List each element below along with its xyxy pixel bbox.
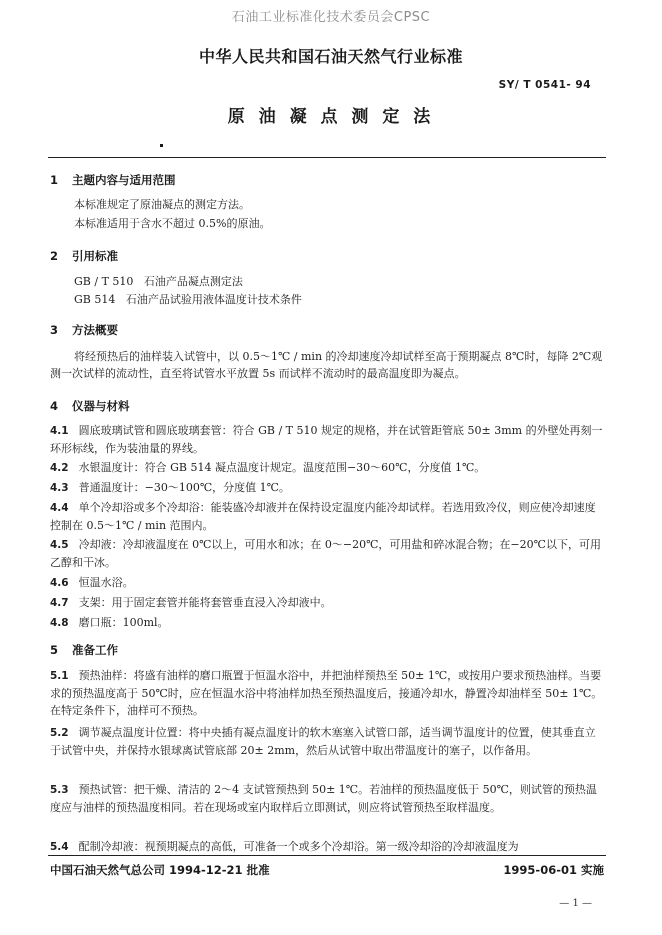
clause-number: 5.1 <box>50 670 69 682</box>
clause-text: 配制冷却液：视预期凝点的高低，可准备一个或多个冷却浴。第一级冷却浴的冷却液温度为 <box>78 840 519 853</box>
section-2-number: 2 <box>50 249 59 263</box>
clause-number: 5.3 <box>50 784 69 796</box>
section-2-heading <box>50 248 118 264</box>
clause-text: 冷却液：冷却液温度在 0℃以上，可用水和冰；在 0～−20℃，可用盐和碎冰混合物；在−20℃以下，可用乙醇和干冰。 <box>50 538 601 569</box>
clause-text: 调节凝点温度计位置：将中央插有凝点温度计的软木塞塞入试管口部，适当调节温度计的位置，使其垂直立于试管中央，并保持水银球离试管底部 20± 2mm，然后从试管中取出带温度计的塞子，以作备用。 <box>50 726 596 757</box>
clause-4-7 <box>50 594 606 612</box>
section-1-heading <box>50 172 176 188</box>
clause-4-1 <box>50 422 606 457</box>
clause-number: 5.2 <box>50 727 69 739</box>
section-2-title: 引用标准 <box>72 249 119 263</box>
clause-4-5 <box>50 536 606 571</box>
section-4-title: 仪器与材料 <box>72 399 130 413</box>
clause-4-8 <box>50 614 606 632</box>
header-divider <box>48 157 606 158</box>
industry-standard-heading: 中华人民共和国石油天然气行业标准 <box>198 47 463 66</box>
section-4-number: 4 <box>50 399 59 413</box>
clause-4-6 <box>50 574 606 592</box>
clause-4-2 <box>50 459 606 477</box>
section-1-title: 主题内容与适用范围 <box>72 173 176 187</box>
clause-text: 磨口瓶：100ml。 <box>78 616 169 629</box>
footer-divider <box>48 855 606 856</box>
clause-number: 4.5 <box>50 539 69 551</box>
section-1-number: 1 <box>50 173 59 187</box>
section-5-heading <box>50 642 118 658</box>
page-number: — 1 — <box>559 898 592 909</box>
clause-4-4 <box>50 499 606 534</box>
clause-4-3 <box>50 479 606 497</box>
section-3-heading <box>50 322 118 338</box>
clause-number: 4.4 <box>50 502 69 514</box>
clause-text: 普通温度计：−30～100℃，分度值 1℃。 <box>78 481 290 494</box>
section-4-heading <box>50 398 130 414</box>
clause-text: 单个冷却浴或多个冷却浴：能装盛冷却液并在保持设定温度内能冷却试样。若选用致冷仪，则应使冷却速度控制在 0.5～1℃ / min 范围内。 <box>50 501 596 532</box>
section-3-title: 方法概要 <box>72 323 119 337</box>
section-1-paragraph-2: 本标准适用于含水不超过 0.5%的原油。 <box>74 217 271 230</box>
implementation-date: 1995-06-01 实施 <box>503 863 604 877</box>
clause-number: 4.7 <box>50 597 69 609</box>
clause-number: 4.3 <box>50 482 69 494</box>
clause-text: 恒温水浴。 <box>78 576 134 589</box>
clause-text: 水银温度计：符合 GB 514 凝点温度计规定。温度范围−30～60℃，分度值 1℃。 <box>78 461 486 474</box>
section-3-paragraph: 将经预热后的油样装入试管中，以 0.5～1℃ / min 的冷却速度冷却试样至高于预期凝点 8℃时，每降 2℃观测一次试样的流动性，直至将试管水平放置 5s 而试样不流动时的最高温度即为凝点。 <box>50 350 603 380</box>
reference-gb-514: GB 514 石油产品试验用液体温度计技术条件 <box>74 293 302 306</box>
clause-5-2 <box>50 724 606 759</box>
approval-line: 中国石油天然气总公司 1994-12-21 批准 <box>50 863 270 877</box>
standard-number: SY/ T 0541- 94 <box>498 79 591 91</box>
clause-number: 4.2 <box>50 462 69 474</box>
section-5-number: 5 <box>50 643 59 657</box>
section-1-paragraph-1: 本标准规定了原油凝点的测定方法。 <box>74 198 250 211</box>
reference-gb-t-510: GB / T 510 石油产品凝点测定法 <box>74 275 243 288</box>
clause-number: 5.4 <box>50 841 69 853</box>
clause-text: 预热油样：将盛有油样的磨口瓶置于恒温水浴中，并把油样预热至 50± 1℃，或按用户要求预热油样。当要求的预热温度高于 50℃时，应在恒温水浴中将油样加热至预热温度后，接通冷却水，静置冷却油样至 50± 1℃。在特定条件下，油样可不预热。 <box>50 669 603 717</box>
clause-number: 4.1 <box>50 425 69 437</box>
clause-number: 4.8 <box>50 617 69 629</box>
clause-text: 支架：用于固定套管并能将套管垂直浸入冷却液中。 <box>78 596 332 609</box>
clause-text: 预热试管：把干燥、清洁的 2～4 支试管预热到 50± 1℃。若油样的预热温度低于 50℃，则试管的预热温度应与油样的预热温度相同。若在现场或室内取样后立即测试，则应将试管预热至取样温度。 <box>50 783 597 814</box>
clause-5-1 <box>50 667 606 719</box>
clause-number: 4.6 <box>50 577 69 589</box>
clause-5-4 <box>50 838 606 855</box>
section-5-title: 准备工作 <box>72 643 119 657</box>
document-title: 原 油 凝 点 测 定 法 <box>227 107 435 127</box>
scan-dot-mark <box>160 144 163 147</box>
clause-text: 圆底玻璃试管和圆底玻璃套管：符合 GB / T 510 规定的规格，并在试管距管底 50± 3mm 的外壁处再刻一环形标线，作为装油量的界线。 <box>50 424 603 455</box>
clause-5-3 <box>50 781 606 816</box>
watermark-text: 石油工业标准化技术委员会CPSC <box>231 10 431 25</box>
section-3-number: 3 <box>50 323 59 337</box>
